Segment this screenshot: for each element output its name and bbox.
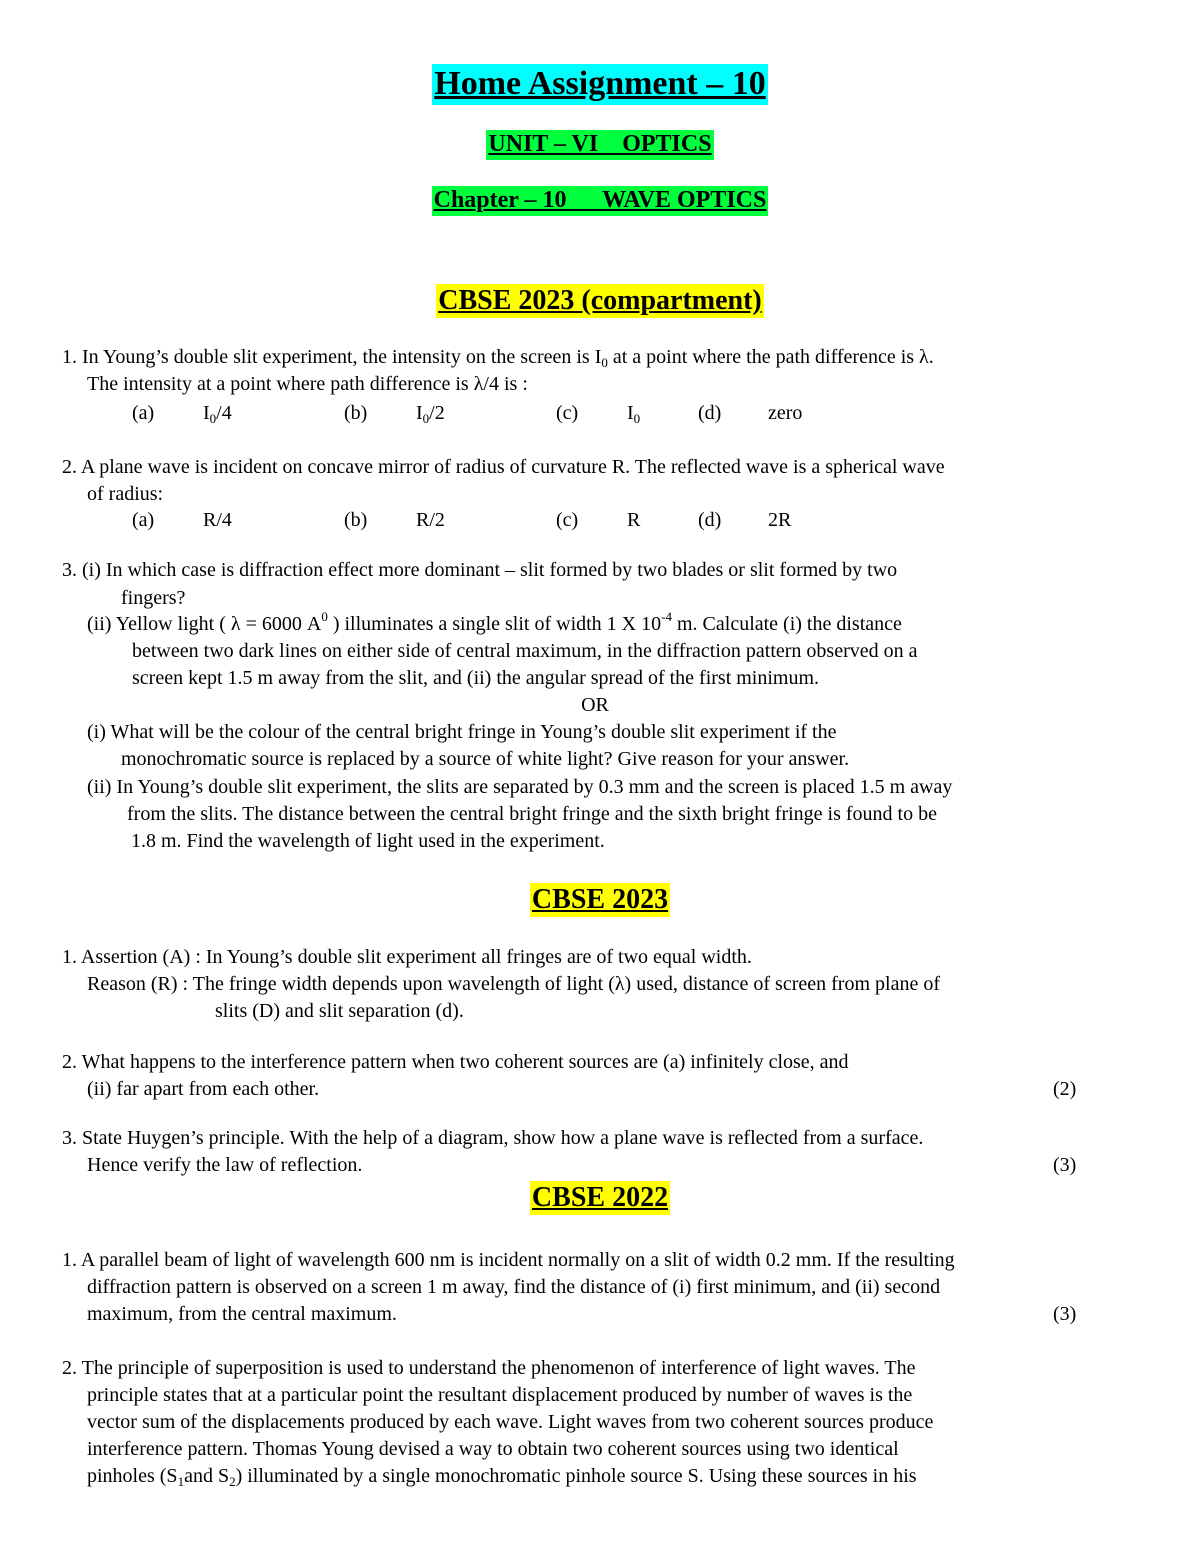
question-line: pinholes ($S_1and$ $S_2$) illuminated by a single monochromatic pinhole source S. Using these sources in his: [87, 1465, 917, 1489]
section-heading: CBSE 2022: [530, 1181, 670, 1215]
section-heading: CBSE 2023 (compartment): [436, 284, 764, 318]
question-line: 2. The principle of superposition is used to understand the phenomenon of interference of light waves. The: [62, 1357, 916, 1379]
marks-label: (2): [1053, 1078, 1077, 1100]
option-label: (d): [698, 509, 722, 531]
question-line: Hence verify the law of reflection.: [87, 1154, 363, 1176]
option-label: (d): [698, 402, 722, 424]
question-line: 1.8 m. Find the wavelength of light used in the experiment.: [131, 830, 605, 852]
question-line: 1. Assertion (A) : In Young’s double slit experiment all fringes are of two equal width.: [62, 946, 752, 968]
question-line: between two dark lines on either side of central maximum, in the diffraction pattern observed on a: [132, 640, 918, 662]
question-line: slits (D) and slit separation (d).: [215, 1000, 464, 1022]
option-value: R/2: [416, 509, 445, 531]
question-line: from the slits. The distance between the central bright fringe and the sixth bright fringe is found to be: [127, 803, 937, 825]
question-line: (ii) In Young’s double slit experiment, the slits are separated by 0.3 mm and the screen is placed 1.5 m away: [87, 776, 953, 798]
option-label: (a): [132, 402, 155, 424]
option-value: $I_0$: [627, 402, 641, 426]
option-value: zero: [768, 402, 803, 424]
option-label: (a): [132, 509, 155, 531]
option-label: (b): [344, 509, 368, 531]
option-label: (b): [344, 402, 368, 424]
question-line: 3. State Huygen’s principle. With the help of a diagram, show how a plane wave is reflected from a surface.: [62, 1127, 924, 1149]
option-label: (c): [556, 509, 579, 531]
option-value: R: [627, 509, 641, 531]
question-line: fingers?: [121, 587, 186, 609]
question-line: monochromatic source is replaced by a source of white light? Give reason for your answer.: [121, 748, 850, 770]
question-line: maximum, from the central maximum.: [87, 1303, 397, 1325]
section-heading-row: [0, 883, 1200, 917]
or-separator: OR: [581, 694, 609, 716]
question-line: (ii) far apart from each other.: [87, 1078, 320, 1100]
question-line: (i) What will be the colour of the central bright fringe in Young’s double slit experiment if the: [87, 721, 837, 743]
question-line: principle states that at a particular point the resultant displacement produced by number of waves is the: [87, 1384, 913, 1406]
marks-label: (3): [1053, 1303, 1077, 1325]
question-line: 1. In Young’s double slit experiment, the intensity on the screen is $I_0$ at a point where the path difference is λ.: [62, 346, 934, 370]
question-line: screen kept 1.5 m away from the slit, and (ii) the angular spread of the first minimum.: [132, 667, 820, 689]
question-line: 3. (i) In which case is diffraction effect more dominant – slit formed by two blades or slit formed by two: [62, 559, 898, 581]
question-line: 2. A plane wave is incident on concave mirror of radius of curvature R. The reflected wave is a spherical wave: [62, 456, 945, 478]
unit-row: [0, 130, 1200, 160]
question-line: 1. A parallel beam of light of wavelength 600 nm is incident normally on a slit of width 0.2 mm. If the resulting: [62, 1249, 955, 1271]
question-line: of radius:: [87, 483, 164, 505]
chapter-heading: Chapter – 10 WAVE OPTICS: [432, 186, 769, 216]
section-heading-row: [0, 284, 1200, 318]
assignment-title: Home Assignment – 10: [432, 64, 768, 105]
question-line: interference pattern. Thomas Young devised a way to obtain two coherent sources using two identical: [87, 1438, 899, 1460]
question-line: vector sum of the displacements produced by each wave. Light waves from two coherent sources produce: [87, 1411, 934, 1433]
question-line: Reason (R) : The fringe width depends upon wavelength of light (λ) used, distance of screen from plane of: [87, 973, 940, 995]
option-value: $I_0/2$: [416, 402, 445, 426]
question-line: diffraction pattern is observed on a screen 1 m away, find the distance of (i) first minimum, and (ii) second: [87, 1276, 941, 1298]
title-row: [0, 64, 1200, 105]
question-line: (ii) Yellow light ( λ = 6000 $A^0$ ) illuminates a single slit of width 1 X $10^{-4}$ m. Calculate (i) the distance: [87, 609, 902, 635]
option-value: 2R: [768, 509, 792, 531]
option-label: (c): [556, 402, 579, 424]
section-heading: CBSE 2023: [530, 883, 670, 917]
chapter-row: [0, 186, 1200, 216]
marks-label: (3): [1053, 1154, 1077, 1176]
unit-heading: UNIT – VI OPTICS: [486, 130, 713, 160]
option-value: $I_0/4$: [203, 402, 232, 426]
question-line: 2. What happens to the interference pattern when two coherent sources are (a) infinitely close, and: [62, 1051, 849, 1073]
section-heading-row: [0, 1181, 1200, 1215]
question-line: The intensity at a point where path difference is λ/4 is :: [87, 373, 528, 395]
option-value: R/4: [203, 509, 232, 531]
